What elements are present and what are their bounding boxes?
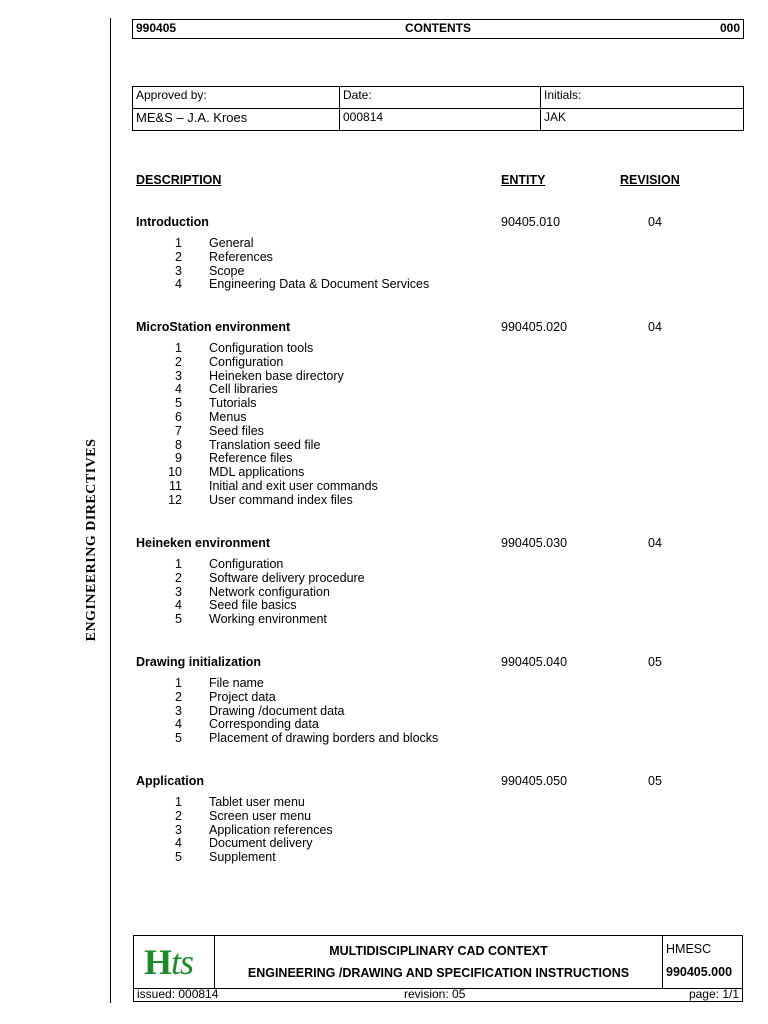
item-number: 4 bbox=[175, 598, 182, 613]
item-number: 2 bbox=[175, 249, 182, 264]
item-label: Drawing /document data bbox=[209, 703, 345, 718]
item-number: 5 bbox=[175, 612, 182, 627]
item-label: Supplement bbox=[209, 850, 276, 865]
title-line-1: MULTIDISCIPLINARY CAD CONTEXT bbox=[329, 944, 548, 958]
code-cell bbox=[663, 936, 742, 988]
item-number: 5 bbox=[175, 731, 182, 746]
list-item bbox=[160, 370, 560, 384]
item-number: 1 bbox=[175, 557, 182, 571]
section-title: Introduction bbox=[136, 215, 209, 229]
item-number: 1 bbox=[175, 795, 182, 809]
list-item bbox=[160, 599, 560, 613]
section-revision: 05 bbox=[648, 774, 662, 788]
section-entity: 990405.030 bbox=[501, 536, 568, 550]
item-label: Scope bbox=[209, 263, 245, 278]
list-item bbox=[160, 691, 560, 705]
item-number: 2 bbox=[175, 808, 182, 823]
item-label: Screen user menu bbox=[209, 808, 312, 823]
document-code: 990405.000 bbox=[666, 965, 733, 979]
title-cell bbox=[215, 936, 663, 988]
list-item bbox=[160, 494, 560, 508]
list-item bbox=[160, 251, 560, 265]
item-label: Project data bbox=[209, 689, 276, 704]
item-label: File name bbox=[209, 676, 264, 690]
org-code: HMESC bbox=[666, 942, 712, 956]
list-item bbox=[160, 278, 560, 292]
item-label: Application references bbox=[209, 822, 333, 837]
item-number: 3 bbox=[175, 263, 182, 278]
initials-label: Initials: bbox=[541, 87, 744, 109]
section-title: Heineken environment bbox=[136, 536, 271, 550]
item-label: Seed file basics bbox=[209, 598, 297, 613]
list-item bbox=[160, 796, 560, 810]
section-items bbox=[160, 237, 560, 292]
revision-number: revision: 05 bbox=[404, 987, 466, 1001]
section-title: MicroStation environment bbox=[136, 320, 291, 334]
list-item bbox=[160, 425, 560, 439]
section-items bbox=[160, 342, 560, 508]
section-title: Application bbox=[136, 774, 205, 788]
list-item bbox=[160, 677, 560, 691]
item-label: MDL applications bbox=[209, 465, 305, 480]
list-item bbox=[160, 810, 560, 824]
item-number: 2 bbox=[175, 354, 182, 369]
item-label: Configuration bbox=[209, 354, 284, 369]
item-label: Configuration bbox=[209, 557, 284, 571]
item-label: Configuration tools bbox=[209, 341, 314, 355]
list-item bbox=[160, 572, 560, 586]
item-number: 11 bbox=[169, 478, 182, 493]
section-items bbox=[160, 796, 560, 865]
revision-header: REVISION bbox=[620, 173, 680, 187]
page-number: page: 1/1 bbox=[688, 987, 739, 1001]
item-label: General bbox=[209, 236, 254, 250]
section-revision: 05 bbox=[648, 655, 662, 669]
list-item bbox=[160, 586, 560, 600]
date-label: Date: bbox=[340, 87, 541, 109]
item-number: 9 bbox=[175, 451, 182, 466]
entity-header: ENTITY bbox=[501, 173, 546, 187]
footer-meta bbox=[133, 987, 743, 1002]
item-label: Translation seed file bbox=[209, 437, 321, 452]
item-number: 4 bbox=[175, 836, 182, 851]
item-label: Reference files bbox=[209, 451, 293, 466]
section-entity: 990405.040 bbox=[501, 655, 568, 669]
list-item bbox=[160, 480, 560, 494]
issued-date: issued: 000814 bbox=[137, 987, 219, 1001]
item-number: 2 bbox=[175, 689, 182, 704]
item-label: Tablet user menu bbox=[209, 795, 305, 809]
item-number: 4 bbox=[175, 382, 182, 397]
item-label: Initial and exit user commands bbox=[209, 478, 378, 493]
item-number: 2 bbox=[175, 570, 182, 585]
item-label: Cell libraries bbox=[209, 382, 278, 397]
section-entity: 90405.010 bbox=[501, 215, 561, 229]
item-label: Software delivery procedure bbox=[209, 570, 365, 585]
item-number: 1 bbox=[175, 676, 182, 690]
item-number: 1 bbox=[175, 236, 182, 250]
list-item bbox=[160, 439, 560, 453]
list-item bbox=[160, 452, 560, 466]
item-number: 8 bbox=[175, 437, 182, 452]
item-number: 3 bbox=[175, 822, 182, 837]
list-item bbox=[160, 732, 560, 746]
doc-number: 990405 bbox=[136, 21, 177, 35]
list-item bbox=[160, 237, 560, 251]
list-item bbox=[160, 705, 560, 719]
item-label: Heineken base directory bbox=[209, 368, 344, 383]
item-number: 3 bbox=[175, 584, 182, 599]
initials-value: JAK bbox=[541, 109, 744, 131]
list-item bbox=[160, 397, 560, 411]
list-item bbox=[160, 411, 560, 425]
item-label: Engineering Data & Document Services bbox=[209, 277, 430, 292]
item-label: Network configuration bbox=[209, 584, 330, 599]
list-item bbox=[160, 265, 560, 279]
list-item bbox=[160, 356, 560, 370]
section-revision: 04 bbox=[648, 536, 662, 550]
section-revision: 04 bbox=[648, 215, 662, 229]
list-item bbox=[160, 613, 560, 627]
item-label: Placement of drawing borders and blocks bbox=[209, 731, 439, 746]
item-label: Document delivery bbox=[209, 836, 313, 851]
list-item bbox=[160, 558, 560, 572]
item-number: 7 bbox=[175, 423, 182, 438]
list-item bbox=[160, 837, 560, 851]
list-item bbox=[160, 383, 560, 397]
side-label: ENGINEERING DIRECTIVES bbox=[84, 438, 99, 642]
logo-cell bbox=[134, 936, 215, 988]
description-header: DESCRIPTION bbox=[136, 173, 222, 187]
list-item bbox=[160, 851, 560, 865]
date-value: 000814 bbox=[340, 109, 541, 131]
approval-table bbox=[132, 86, 744, 131]
item-label: Menus bbox=[209, 409, 247, 424]
section-entity: 990405.050 bbox=[501, 774, 568, 788]
section-title: Drawing initialization bbox=[136, 655, 262, 669]
item-number: 1 bbox=[175, 341, 182, 355]
approved-by-value: ME&S – J.A. Kroes bbox=[133, 109, 340, 131]
item-number: 3 bbox=[175, 703, 182, 718]
item-label: References bbox=[209, 249, 273, 264]
item-number: 4 bbox=[175, 277, 182, 292]
item-label: Corresponding data bbox=[209, 717, 319, 732]
item-number: 10 bbox=[168, 465, 182, 480]
section-items bbox=[160, 677, 560, 746]
section-revision: 04 bbox=[648, 320, 662, 334]
item-label: Seed files bbox=[209, 423, 264, 438]
list-item bbox=[160, 466, 560, 480]
item-label: Working environment bbox=[209, 612, 327, 627]
item-number: 5 bbox=[175, 396, 182, 411]
list-item bbox=[160, 342, 560, 356]
section-items bbox=[160, 558, 560, 627]
item-label: Tutorials bbox=[209, 396, 257, 411]
list-item bbox=[160, 718, 560, 732]
document-header bbox=[132, 19, 744, 39]
item-number: 6 bbox=[175, 409, 182, 424]
hts-logo: Hts bbox=[144, 942, 194, 982]
margin-rule bbox=[110, 18, 111, 1003]
item-number: 12 bbox=[168, 492, 182, 507]
item-label: User command index files bbox=[209, 492, 353, 507]
section-code: 000 bbox=[719, 21, 740, 35]
item-number: 3 bbox=[175, 368, 182, 383]
item-number: 4 bbox=[175, 717, 182, 732]
approved-by-label: Approved by: bbox=[133, 87, 340, 109]
page-title: CONTENTS bbox=[405, 21, 471, 35]
title-line-2: ENGINEERING /DRAWING AND SPECIFICATION INSTRUCTIONS bbox=[247, 966, 630, 980]
section-entity: 990405.020 bbox=[501, 320, 568, 334]
item-number: 5 bbox=[175, 850, 182, 865]
title-block bbox=[133, 935, 743, 989]
list-item bbox=[160, 824, 560, 838]
